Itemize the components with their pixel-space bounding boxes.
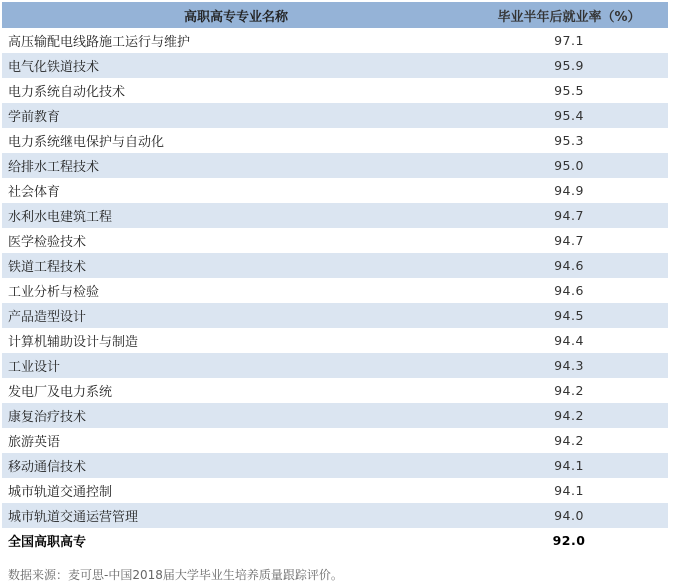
total-rate: 92.0 [552,533,586,548]
employment-rate-cell: 95.9 [554,58,584,73]
major-name-cell: 工业分析与检验 [8,285,100,300]
employment-rate-cell: 94.1 [554,483,584,498]
table-row [2,378,668,403]
employment-rate-cell: 94.6 [554,258,584,273]
table-row [2,53,668,78]
major-name-cell: 给排水工程技术 [8,160,100,175]
employment-rate-cell: 94.7 [554,233,584,248]
employment-rate-cell: 94.1 [554,458,584,473]
major-name-cell: 产品造型设计 [8,310,87,325]
table-row [2,428,668,453]
table-row [2,128,668,153]
major-name-cell: 城市轨道交通控制 [8,485,113,500]
major-name-cell: 铁道工程技术 [8,260,87,275]
total-name: 全国高职高专 [8,535,87,550]
table-row [2,253,668,278]
major-name-cell: 旅游英语 [8,435,61,450]
major-name-cell: 发电厂及电力系统 [8,385,113,400]
major-name-cell: 工业设计 [8,360,61,375]
major-name-cell: 计算机辅助设计与制造 [8,335,139,350]
employment-rate-cell: 94.2 [554,408,584,423]
table-row [2,328,668,353]
employment-rate-cell: 94.4 [554,333,584,348]
major-name-cell: 康复治疗技术 [8,410,87,425]
table-row [2,353,668,378]
employment-rate-cell: 95.0 [554,158,584,173]
major-name-cell: 高压输配电线路施工运行与维护 [8,35,191,50]
major-name-cell: 医学检验技术 [8,235,87,250]
employment-rate-cell: 95.3 [554,133,584,148]
table-row [2,78,668,103]
employment-rate-table [2,2,668,553]
employment-rate-cell: 94.9 [554,183,584,198]
table-total-row [2,528,668,553]
table-row [2,453,668,478]
table-row [2,178,668,203]
employment-rate-cell: 94.0 [554,508,584,523]
table-row [2,403,668,428]
table-body [2,28,668,528]
employment-rate-cell: 97.1 [554,33,584,48]
table-row [2,103,668,128]
table-row [2,478,668,503]
employment-rate-cell: 94.2 [554,383,584,398]
source-note: 数据来源：麦可思-中国2018届大学毕业生培养质量跟踪评价。 [8,568,343,582]
header-employment-rate: 毕业半年后就业率（%） [497,9,641,25]
employment-rate-cell: 95.5 [554,83,584,98]
major-name-cell: 电力系统继电保护与自动化 [8,135,165,150]
major-name-cell: 城市轨道交通运营管理 [8,510,139,525]
header-major-name: 高职高专专业名称 [183,9,288,25]
table-row [2,228,668,253]
table-row [2,203,668,228]
major-name-cell: 学前教育 [8,110,61,125]
major-name-cell: 电气化铁道技术 [8,60,100,75]
table-row [2,303,668,328]
major-name-cell: 水利水电建筑工程 [8,210,113,225]
employment-rate-cell: 95.4 [554,108,584,123]
table-row [2,28,668,53]
major-name-cell: 移动通信技术 [8,460,87,475]
employment-rate-cell: 94.2 [554,433,584,448]
employment-rate-cell: 94.6 [554,283,584,298]
table-row [2,503,668,528]
table-row [2,278,668,303]
table-row [2,153,668,178]
major-name-cell: 社会体育 [8,185,61,200]
major-name-cell: 电力系统自动化技术 [8,85,126,100]
employment-rate-cell: 94.5 [554,308,584,323]
table-header-row [2,2,668,28]
employment-rate-cell: 94.7 [554,208,584,223]
employment-rate-cell: 94.3 [554,358,584,373]
